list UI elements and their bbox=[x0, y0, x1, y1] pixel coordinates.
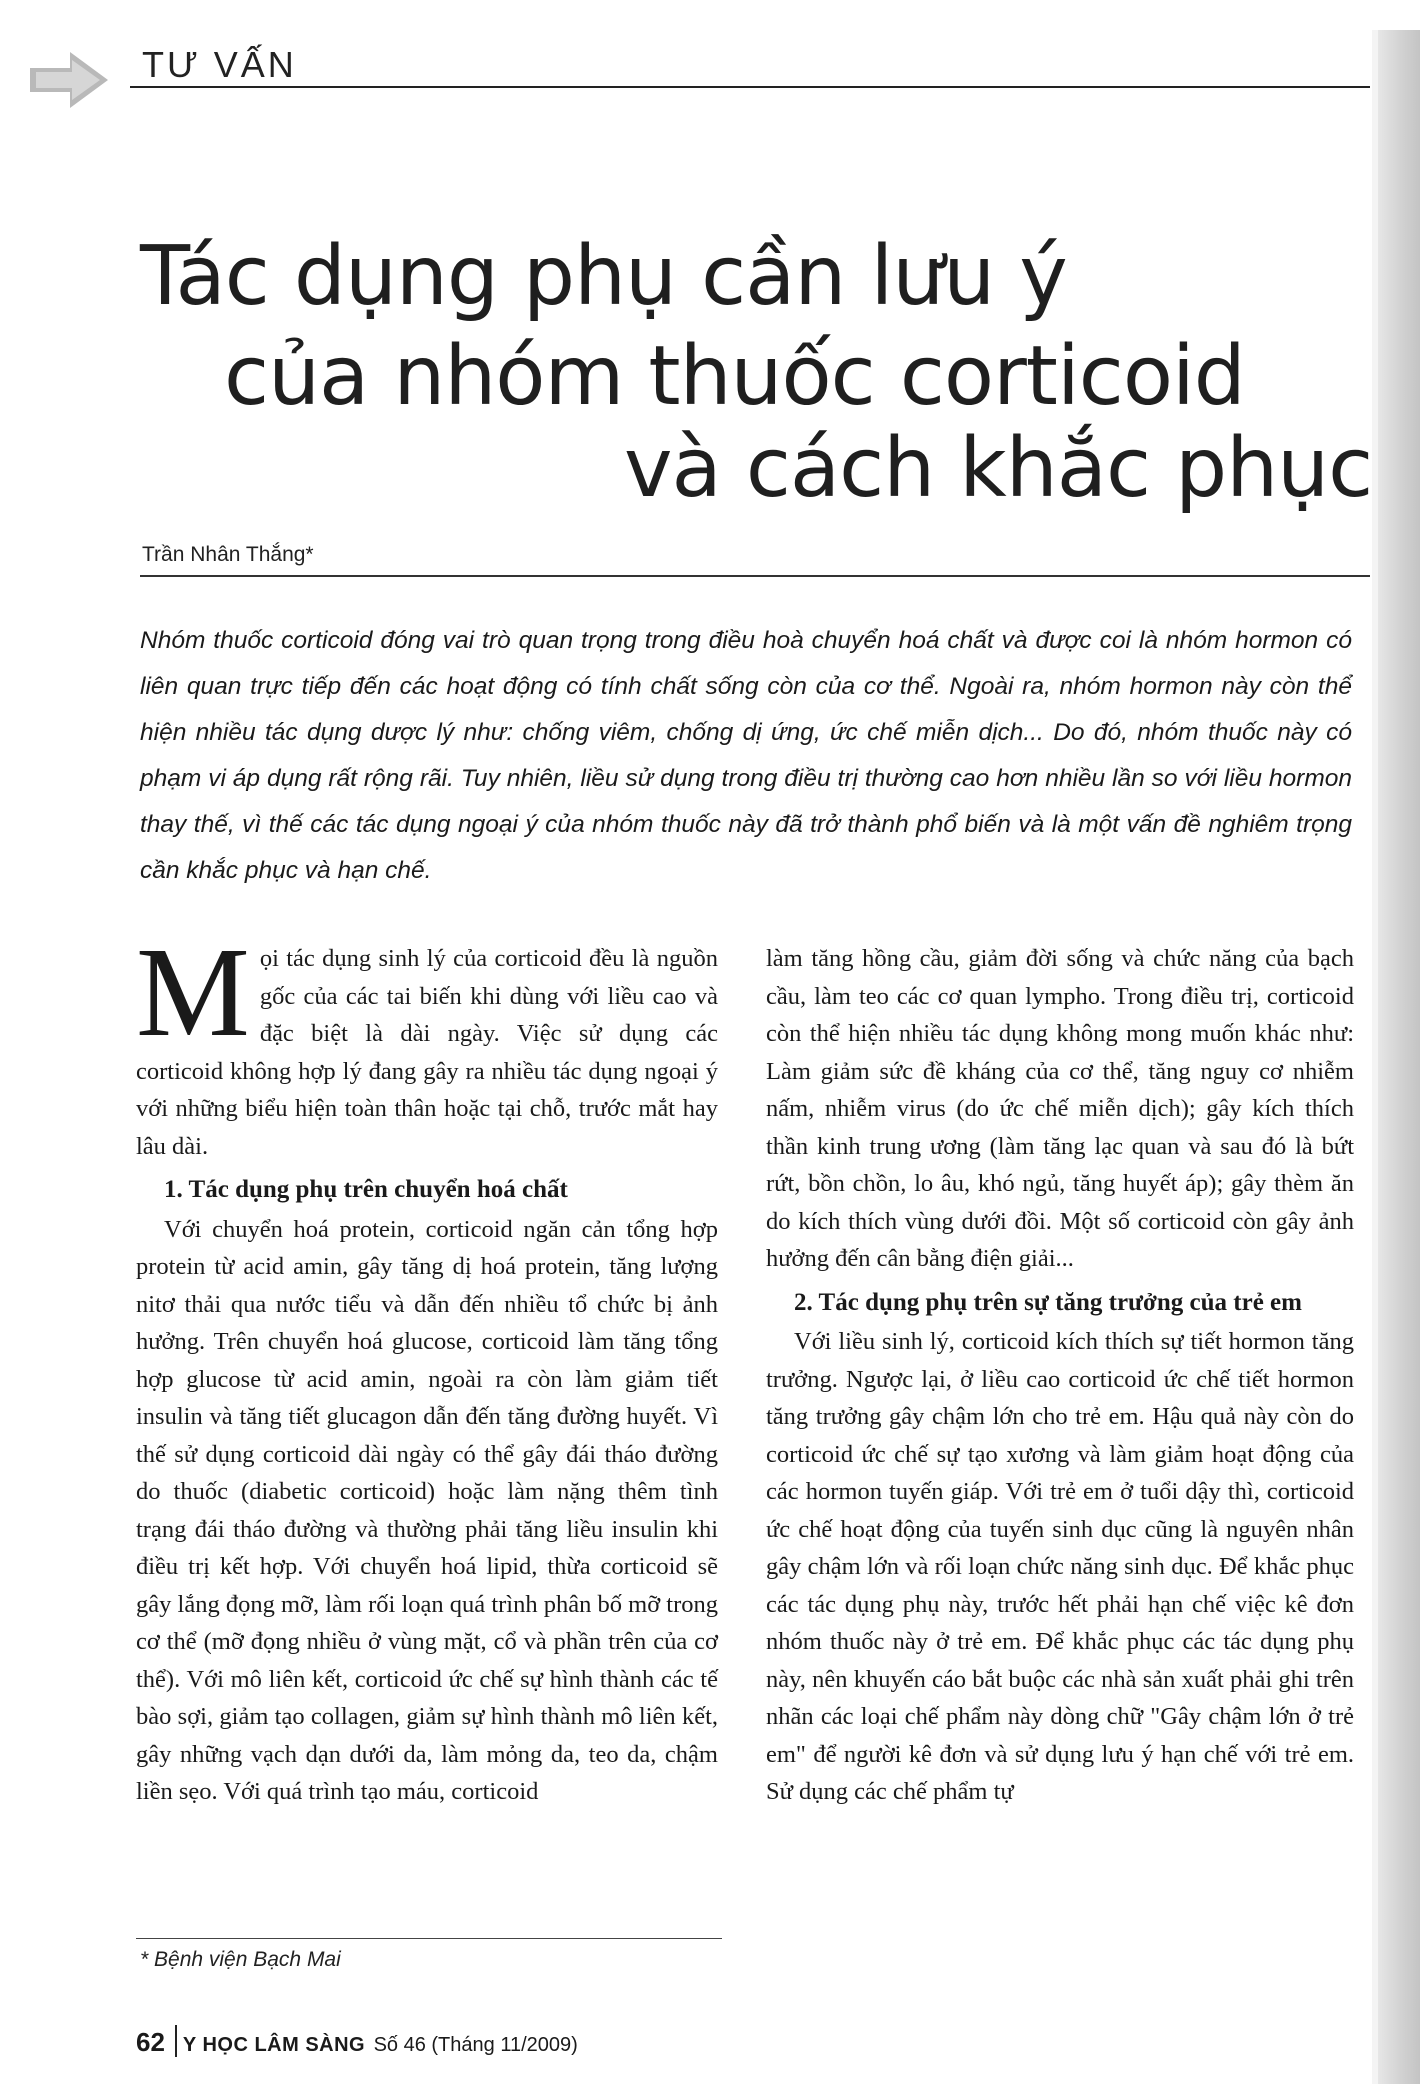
article-title-line-2: của nhóm thuốc corticoid bbox=[224, 329, 1245, 424]
page-footer bbox=[136, 2025, 578, 2058]
header-rule bbox=[130, 86, 1370, 88]
section-1-paragraph: Với chuyển hoá protein, corticoid ngăn cản tổng hợp protein từ acid amin, gây tăng dị hoá protein, tăng lượng nitơ thải qua nước tiểu và dẫn đến nhiều tổ chức bị ảnh hưởng. Trên chuyển hoá glucose, corticoid làm tăng tổng hợp glucose từ acid amin, ngoài ra còn làm giảm tiết insulin và tăng tiết glucagon dẫn đến tăng đường huyết. Vì thế sử dụng corticoid dài ngày có thể gây đái tháo đường do thuốc (diabetic corticoid) hoặc làm nặng thêm tình trạng đái tháo đường và thường phải tăng liều insulin khi điều trị kết hợp. Với chuyển hoá lipid, thừa corticoid sẽ gây lắng đọng mỡ, làm rối loạn quá trình phân bố mỡ trong cơ thể (mỡ đọng nhiều ở vùng mặt, cổ và phần trên của cơ thể). Với mô liên kết, corticoid ức chế sự hình thành các tế bào sợi, giảm tạo collagen, giảm sự hình thành mô liên kết, gây những vạch dạn dưới da, làm mỏng da, teo da, chậm liền sẹo. Với quá trình tạo máu, corticoid bbox=[136, 1215, 718, 1805]
article-title-line-1: Tác dụng phụ cần lưu ý bbox=[140, 229, 1067, 324]
article-title-line-3: và cách khắc phục bbox=[624, 421, 1373, 516]
drop-cap: M bbox=[136, 921, 250, 1063]
section-heading-2: 2. Tác dụng phụ trên sự tăng trưởng của trẻ em bbox=[794, 1288, 1302, 1316]
footnote: * Bệnh viện Bạch Mai bbox=[140, 1948, 341, 1971]
next-page-edge bbox=[1372, 30, 1420, 2084]
footer-divider bbox=[175, 2025, 177, 2057]
section-1-continued: làm tăng hồng cầu, giảm đời sống và chức năng của bạch cầu, làm teo các cơ quan lympho. Trong điều trị, corticoid còn thể hiện nhiều tác dụng không mong muốn khác như: Làm giảm sức đề kháng của cơ thể, tăng nguy cơ nhiễm nấm, nhiễm virus (do ức chế miễn dịch); gây kích thích thần kinh trung ương (làm tăng lạc quan và sau đó là bứt rứt, bồn chồn, lo âu, khó ngủ, tăng huyết áp); gây thèm ăn do kích thích vùng dưới đồi. Một số corticoid còn gây ảnh hưởng đến cân bằng điện giải... bbox=[766, 945, 1354, 1272]
intro-paragraph bbox=[136, 921, 718, 1165]
arrow-right-icon bbox=[30, 50, 110, 110]
footnote-rule bbox=[136, 1938, 722, 1939]
section-heading-1: 1. Tác dụng phụ trên chuyển hoá chất bbox=[164, 1176, 568, 1203]
section-label: TƯ VẤN bbox=[142, 44, 297, 85]
author-rule bbox=[140, 575, 1370, 577]
journal-name: Y HỌC LÂM SÀNG bbox=[182, 2034, 366, 2056]
section-2-paragraph: Với liều sinh lý, corticoid kích thích sự tiết hormon tăng trưởng. Ngược lại, ở liều cao corticoid ức chế tiết hormon tăng trưởng gây chậm lớn cho trẻ em. Hậu quả này còn do corticoid ức chế sự tạo xương và làm giảm hoạt động của các hormon tuyến giáp. Với trẻ em ở tuổi dậy thì, corticoid ức chế hoạt động của tuyến sinh dục cũng là nguyên nhân gây chậm lớn và rối loạn chức năng sinh dục. Để khắc phục các tác dụng phụ này, trước hết phải hạn chế việc kê đơn nhóm thuốc này ở trẻ em. Để khắc phục các tác dụng phụ này, nên khuyến cáo bắt buộc các nhà sản xuất phải ghi trên nhãn các loại chế phẩm này dòng chữ "Gây chậm lớn ở trẻ em" để người kê đơn và sử dụng lưu ý hạn chế với trẻ em. Sử dụng các chế phẩm tự bbox=[766, 1328, 1354, 1805]
issue-info: Số 46 (Tháng 11/2009) bbox=[373, 2034, 578, 2056]
intro-text: ọi tác dụng sinh lý của corticoid đều là nguồn gốc của các tai biến khi dùng với liều cao và đặc biệt là dài ngày. Việc sử dụng các corticoid không hợp lý đang gây ra nhiều tác dụng ngoại ý với những biểu hiện toàn thân hoặc tại chỗ, trước mắt hay lâu dài. bbox=[136, 945, 718, 1160]
body-column-right bbox=[766, 940, 1354, 1811]
abstract: Nhóm thuốc corticoid đóng vai trò quan trọng trong điều hoà chuyển hoá chất và được coi là nhóm hormon có liên quan trực tiếp đến các hoạt động có tính chất sống còn của cơ thể. Ngoài ra, nhóm hormon này còn thể hiện nhiều tác dụng dược lý như: chống viêm, chống dị ứng, ức chế miễn dịch... Do đó, nhóm thuốc này có phạm vi áp dụng rất rộng rãi. Tuy nhiên, liều sử dụng trong điều trị thường cao hơn nhiều lần so với liều hormon thay thế, vì thế các tác dụng ngoại ý của nhóm thuốc này đã trở thành phổ biến và là một vấn đề nghiêm trọng cần khắc phục và hạn chế. bbox=[140, 627, 1352, 884]
body-column-left bbox=[136, 921, 718, 1811]
author-name: Trần Nhân Thắng* bbox=[142, 543, 314, 566]
page-number: 62 bbox=[136, 2027, 165, 2057]
